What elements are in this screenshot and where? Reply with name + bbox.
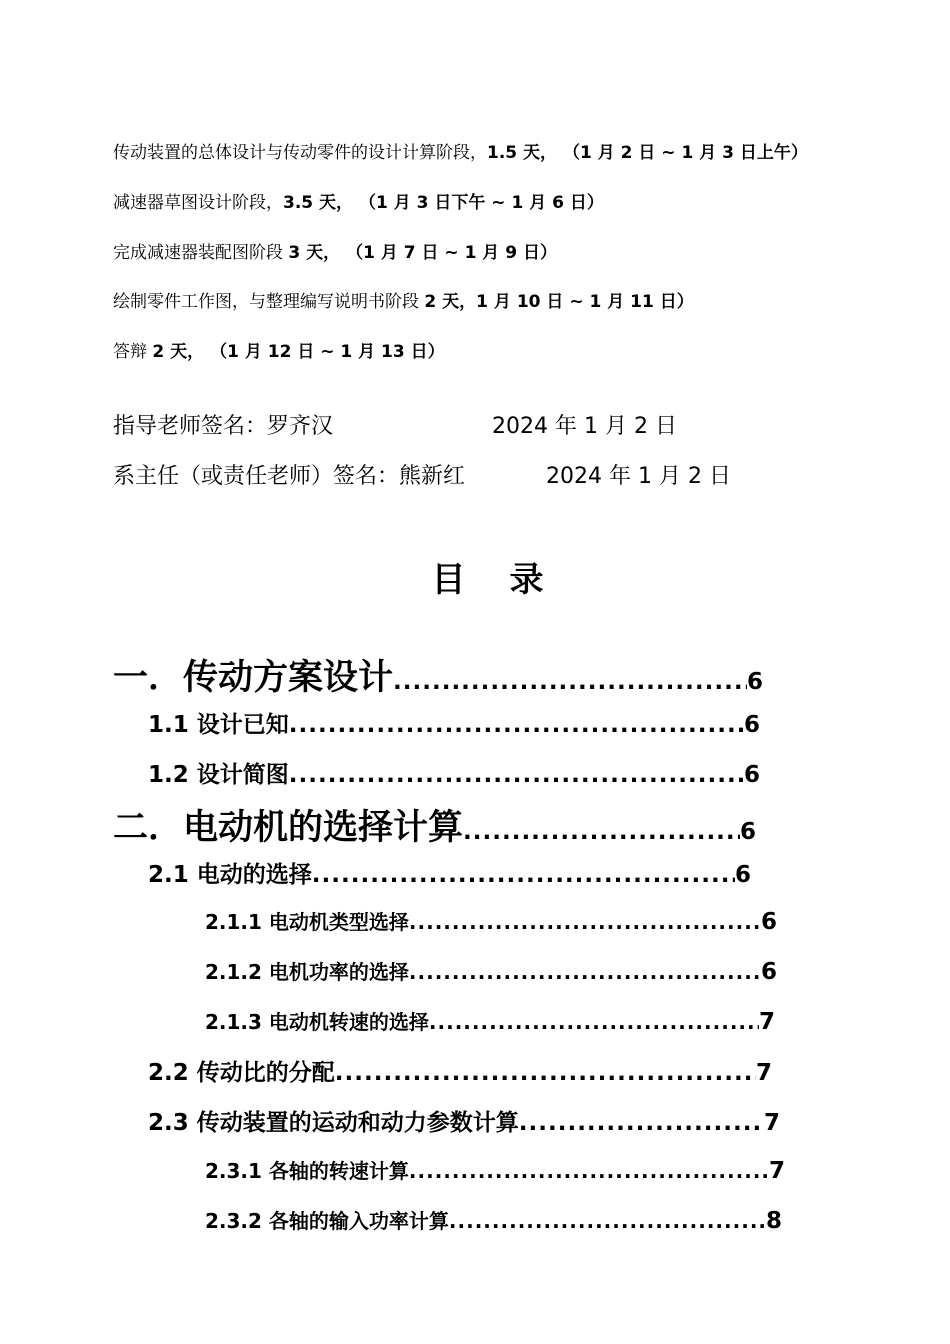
toc-entry-text: 2.3.2 各轴的输入功率计算	[205, 1209, 449, 1233]
toc-entry-text: 二．电动机的选择计算	[113, 808, 464, 848]
toc-leader	[409, 960, 761, 984]
toc-entry[interactable]	[205, 906, 777, 935]
toc-entry-text: 1.2 设计简图	[148, 762, 289, 788]
toc-entry[interactable]	[148, 856, 751, 889]
toc-leader	[393, 669, 747, 695]
toc-page-number: 6	[760, 959, 777, 985]
toc-entry-text: 2.1.2 电机功率的选择	[205, 960, 409, 984]
schedule-duration: 3 天， （1 月 7 日 ~ 1 月 9 日）	[288, 243, 557, 263]
schedule-duration: 2 天， （1 月 12 日 ~ 1 月 13 日）	[152, 342, 445, 362]
toc-title-left: 目	[431, 560, 466, 600]
toc-leader	[463, 819, 740, 845]
toc-entry[interactable]	[113, 650, 763, 700]
toc-leader	[289, 712, 744, 738]
schedule-line-4	[113, 287, 694, 312]
toc-leader	[409, 910, 761, 934]
toc-leader	[312, 862, 735, 888]
toc-entry-text: 2.1.1 电动机类型选择	[205, 910, 409, 934]
toc-entry[interactable]	[205, 1205, 782, 1234]
schedule-duration: 2 天，1 月 10 日 ~ 1 月 11 日）	[424, 292, 694, 312]
toc-leader	[519, 1110, 764, 1136]
toc-entry-text: 2.1 电动的选择	[148, 862, 312, 888]
schedule-text: 完成减速器装配图阶段	[113, 243, 289, 263]
schedule-text: 减速器草图设计阶段，	[113, 193, 283, 213]
toc-page-number: 8	[765, 1208, 782, 1234]
toc-page-number: 6	[734, 862, 751, 888]
director-date: 2024 年 1 月 2 日	[546, 464, 731, 489]
toc-entry-text: 2.1.3 电动机转速的选择	[205, 1010, 429, 1034]
toc-page-number: 7	[768, 1158, 785, 1184]
schedule-text: 绘制零件工作图，与整理编写说明书阶段	[113, 292, 425, 312]
toc-entry[interactable]	[148, 1054, 772, 1087]
schedule-line-2	[113, 188, 604, 213]
toc-page-number: 6	[743, 712, 760, 738]
toc-entry[interactable]	[205, 1006, 775, 1035]
toc-leader	[289, 762, 744, 788]
schedule-duration: 1.5 天， （1 月 2 日 ~ 1 月 3 日上午）	[487, 143, 808, 163]
toc-entry[interactable]	[148, 756, 760, 789]
schedule-duration: 3.5 天， （1 月 3 日下午 ~ 1 月 6 日）	[283, 193, 604, 213]
toc-leader	[409, 1159, 769, 1183]
toc-page-number: 6	[746, 669, 763, 695]
toc-entry[interactable]	[205, 956, 777, 985]
toc-entry-text: 1.1 设计已知	[148, 712, 289, 738]
toc-entry[interactable]	[148, 706, 760, 739]
advisor-date: 2024 年 1 月 2 日	[492, 414, 677, 439]
toc-page-number: 6	[739, 819, 756, 845]
toc-title	[0, 552, 950, 601]
advisor-signature: 指导老师签名：罗齐汉	[113, 414, 334, 439]
schedule-line-3	[113, 238, 557, 263]
schedule-line-5	[113, 337, 445, 362]
schedule-text: 传动装置的总体设计与传动零件的设计计算阶段，	[113, 143, 487, 163]
toc-entry-text: 2.3 传动装置的运动和动力参数计算	[148, 1110, 519, 1136]
toc-page-number: 7	[755, 1060, 772, 1086]
toc-page-number: 7	[758, 1009, 775, 1035]
toc-entry[interactable]	[148, 1104, 780, 1137]
toc-leader	[335, 1060, 756, 1086]
toc-entry-text: 2.2 传动比的分配	[148, 1060, 335, 1086]
toc-entry-text: 2.3.1 各轴的转速计算	[205, 1159, 409, 1183]
toc-entry[interactable]	[113, 800, 756, 850]
schedule-line-1	[113, 138, 808, 163]
toc-page-number: 6	[760, 909, 777, 935]
toc-page-number: 7	[763, 1110, 780, 1136]
toc-page-number: 6	[743, 762, 760, 788]
toc-title-right: 录	[509, 560, 544, 600]
toc-leader	[429, 1010, 759, 1034]
schedule-text: 答辩	[113, 342, 153, 362]
toc-entry-text: 一．传动方案设计	[113, 658, 394, 698]
toc-entry[interactable]	[205, 1155, 785, 1184]
toc-leader	[449, 1209, 766, 1233]
director-signature: 系主任（或责任老师）签名：熊新红	[113, 464, 466, 489]
